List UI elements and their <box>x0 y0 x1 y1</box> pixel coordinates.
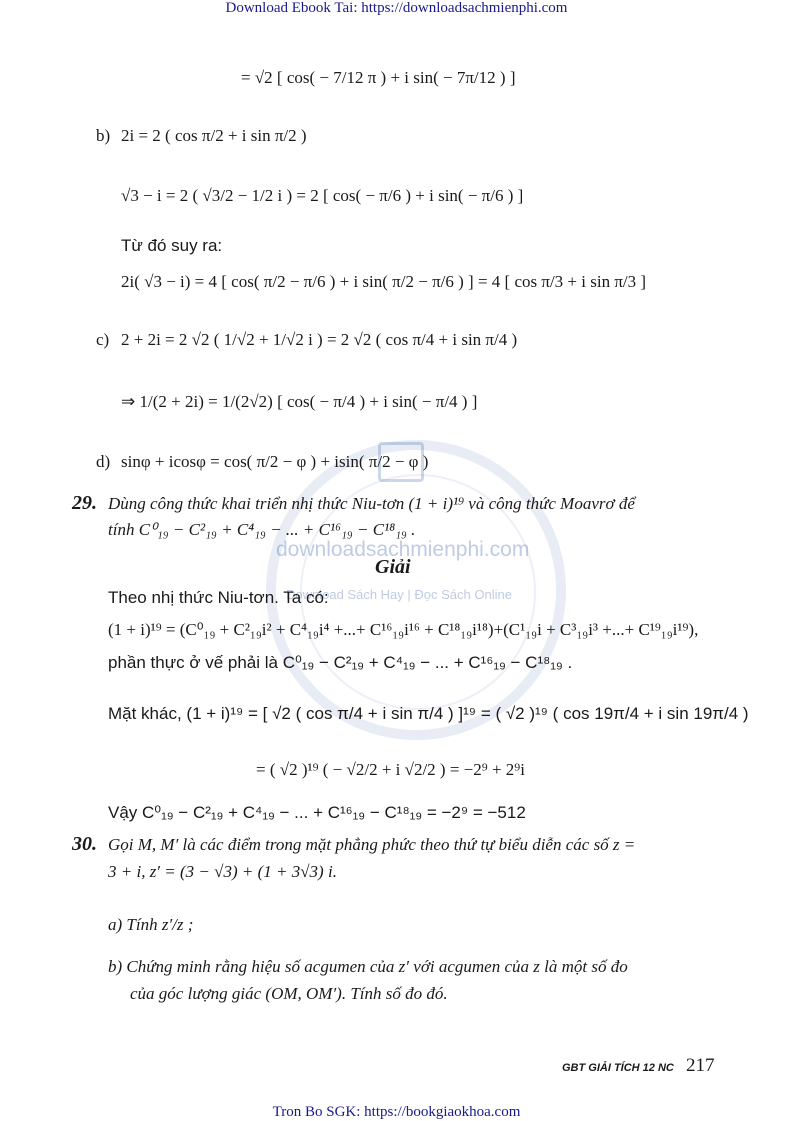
equation-line-3: √3 − i = 2 ( √3/2 − 1/2 i ) = 2 [ cos( − π/6 ) + i sin( − π/6 ) ] <box>121 186 524 205</box>
equation-line-6: 2 + 2i = 2 √2 ( 1/√2 + 1/√2 i ) = 2 √2 ( cos π/4 + i sin π/4 ) <box>121 330 518 349</box>
problem-30-part-a: a) Tính z′/z ; <box>108 915 194 934</box>
solution-line-2: (1 + i)¹⁹ = (C⁰₁₉ + C²₁₉i² + C⁴₁₉i⁴ +...+ C¹⁶₁₉i¹⁶ + C¹⁸₁₉i¹⁸)+(C¹₁₉i + C³₁₉i³ +...+ C¹⁹₁₉i¹⁹), <box>108 620 699 639</box>
problem-30-number: 30. <box>72 833 97 855</box>
solution-line-4: Mặt khác, (1 + i)¹⁹ = [ √2 ( cos π/4 + i sin π/4 ) ]¹⁹ = ( √2 )¹⁹ ( cos 19π/4 + i sin 19π/4 ) <box>108 704 749 723</box>
equation-line-5: 2i( √3 − i) = 4 [ cos( π/2 − π/6 ) + i sin( π/2 − π/6 ) ] = 4 [ cos π/3 + i sin π/3 ] <box>121 272 647 291</box>
part-d-label: d) <box>96 452 111 471</box>
problem-30-part-b-line-2: của góc lượng giác (OM, OM′). Tính số đo đó. <box>130 984 448 1003</box>
book-title: GBT GIẢI TÍCH 12 NC <box>562 1062 674 1074</box>
watermark-slogan: Download Sách Hay | Đọc Sách Online <box>286 587 512 602</box>
problem-30-part-b-line-1: b) Chứng minh rằng hiệu số acgumen của z′ với acgumen của z là một số đo <box>108 957 628 976</box>
page-number: 217 <box>686 1055 715 1076</box>
download-link-header[interactable]: Download Ebook Tai: https://downloadsachmienphi.com <box>225 0 568 16</box>
equation-line-2: 2i = 2 ( cos π/2 + i sin π/2 ) <box>121 126 307 145</box>
part-b-label: b) <box>96 126 111 145</box>
solution-line-3: phần thực ở vế phải là C⁰₁₉ − C²₁₉ + C⁴₁₉ − ... + C¹⁶₁₉ − C¹⁸₁₉ . <box>108 653 573 672</box>
solution-line-5: = ( √2 )¹⁹ ( − √2/2 + i √2/2 ) = −2⁹ + 2⁹i <box>256 760 525 779</box>
watermark-site: downloadsachmienphi.com <box>276 538 530 561</box>
problem-29-line-1: Dùng công thức khai triển nhị thức Niu-tơn (1 + i)¹⁹ và công thức Moavrơ để <box>108 494 635 513</box>
solution-title: Giải <box>375 556 411 578</box>
solution-line-1: Theo nhị thức Niu-tơn. Ta có: <box>108 588 329 607</box>
equation-line-7: ⇒ 1/(2 + 2i) = 1/(2√2) [ cos( − π/4 ) + i sin( − π/4 ) ] <box>121 392 478 411</box>
textbook-link-footer[interactable]: Tron Bo SGK: https://bookgiaokhoa.com <box>272 1104 521 1120</box>
solution-conclusion: Vậy C⁰₁₉ − C²₁₉ + C⁴₁₉ − ... + C¹⁶₁₉ − C¹⁸₁₉ = −2⁹ = −512 <box>108 803 526 822</box>
equation-line-8: sinφ + icosφ = cos( π/2 − φ ) + isin( π/2 − φ ) <box>121 452 429 471</box>
problem-30-line-1: Gọi M, M′ là các điểm trong mặt phẳng phức theo thứ tự biểu diễn các số z = <box>108 835 636 854</box>
problem-29-number: 29. <box>72 492 97 514</box>
part-c-label: c) <box>96 330 110 349</box>
problem-29-line-2: tính C⁰₁₉ − C²₁₉ + C⁴₁₉ − ... + C¹⁶₁₉ − C¹⁸₁₉ . <box>108 520 416 539</box>
text-line-4: Từ đó suy ra: <box>121 236 223 255</box>
problem-30-line-2: 3 + i, z′ = (3 − √3) + (1 + 3√3) i. <box>108 862 337 881</box>
equation-line-1: = √2 [ cos( − 7/12 π ) + i sin( − 7π/12 ) ] <box>241 68 516 87</box>
